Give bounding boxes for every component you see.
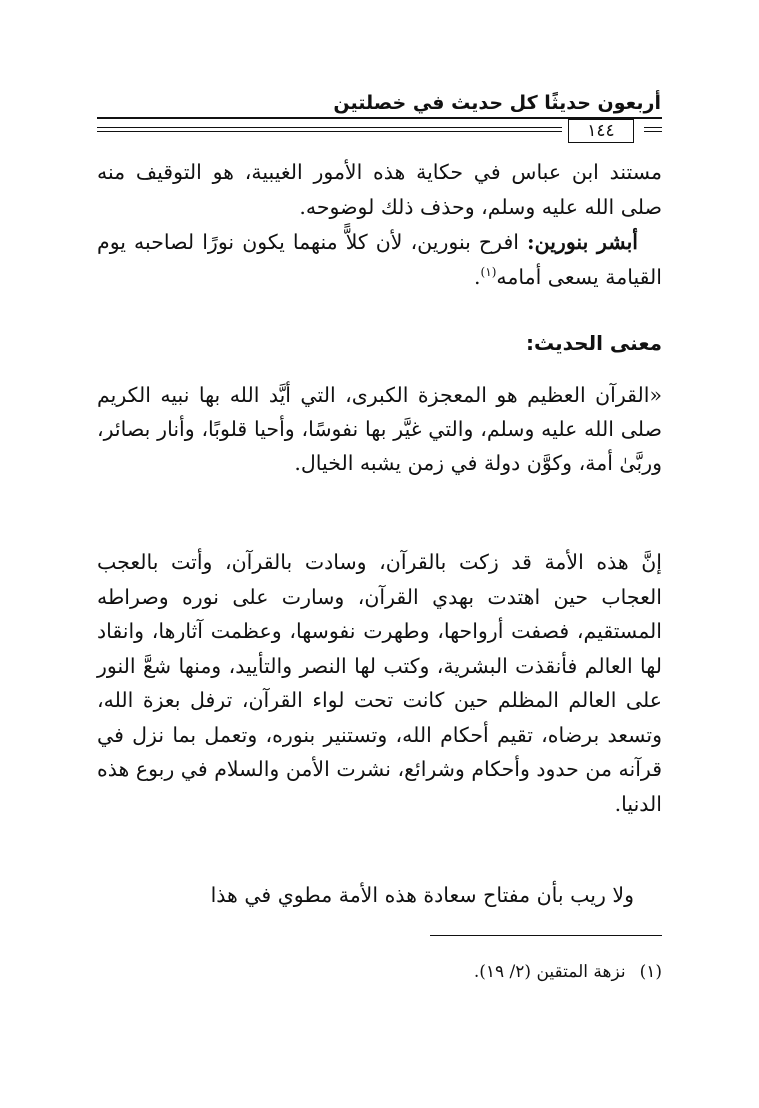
paragraph-5: ولا ريب بأن مفتاح سعادة هذه الأمة مطوي في هذا [210, 883, 634, 907]
section-heading: معنى الحديث: [525, 331, 662, 355]
page-number: ١٤٤ [568, 119, 634, 143]
paragraph-1: مستند ابن عباس في حكاية هذه الأمور الغيبية، هو التوقيف منه صلى الله عليه وسلم، وحذف ذلك لوضوحه. [97, 160, 662, 219]
footnote-1 [97, 958, 662, 986]
paragraph-3: «القرآن العظيم هو المعجزة الكبرى، التي أيَّد الله بها نبيه الكريم صلى الله عليه وسلم، والتي غيَّر بها نفوسًا، وأحيا قلوبًا، وأنار بصائر، وربَّىٰ أمة، وكوَّن دولة في زمن يشبه الخيال. [97, 383, 662, 475]
paragraph-2-lead: أبشر بنورين: [527, 230, 638, 254]
footnote-text: نزهة المتقين (٢/ ١٩). [473, 962, 626, 982]
paragraph-2-text: افرح بنورين، لأن كلاًّ منهما يكون نورًا لصاحبه يوم القيامة يسعى أمامه [97, 230, 662, 289]
paragraph-2 [97, 225, 662, 294]
header-double-rule-right [644, 127, 662, 132]
header-double-rule-left [97, 127, 562, 132]
footnote-reference-mark[interactable]: (١) [480, 264, 497, 279]
paragraph-4: إنَّ هذه الأمة قد زكت بالقرآن، وسادت بالقرآن، وأتت بالعجب العجاب حين اهتدت بهدي القرآن، وسارت على نوره وصراطه المستقيم، فصفت أرواحها، وطهرت نفوسها، وعظمت آثارها، وانقاد لها العالم فأنقذت البشرية، وكتب لها النصر والتأييد، ومنها شعَّ النور على العالم المظلم حين كانت تحت لواء القرآن، ترفل بعزة الله، وتسعد برضاه، تقيم أحكام الله، وتستنير بنوره، وتعمل بما نزل في قرآنه من حدود وأحكام وشرائع، نشرت الأمن والسلام في ربوع هذه الدنيا. [97, 550, 662, 816]
header-band [97, 121, 662, 143]
running-header-title: أربعون حديثًا كل حديث في خصلتين [333, 92, 661, 114]
footnote-number: (١) [639, 962, 662, 982]
paragraph-2-end: . [474, 264, 481, 289]
footnote-separator [430, 935, 662, 936]
